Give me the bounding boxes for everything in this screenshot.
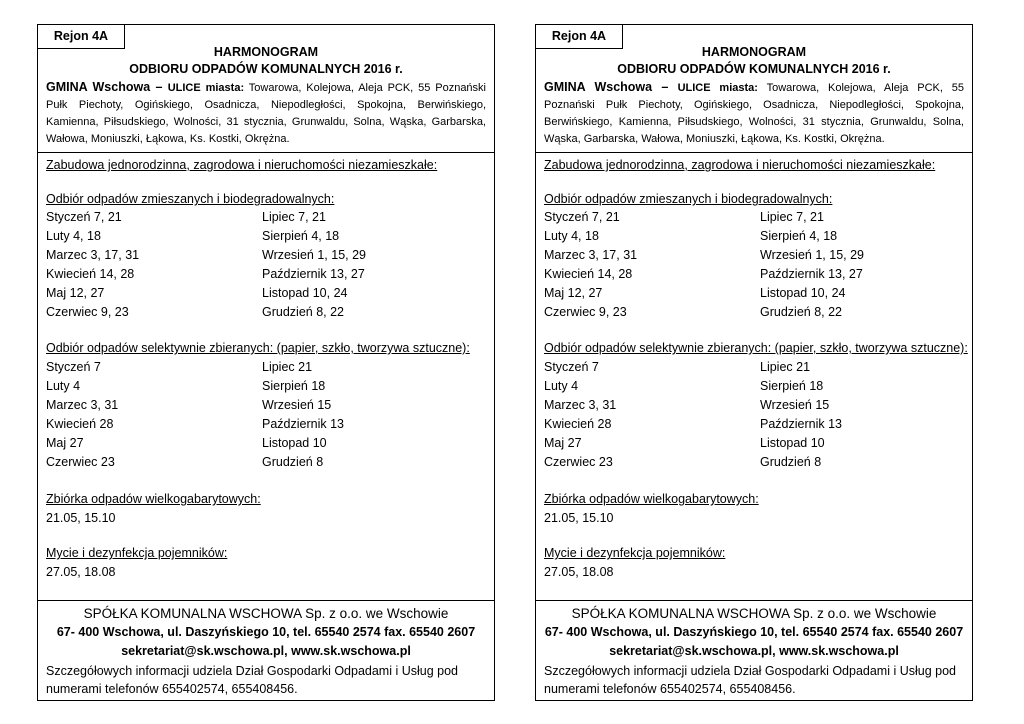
selective-waste-heading: Odbiór odpadów selektywnie zbieranych: (papier, szkło, tworzywa sztuczne): xyxy=(46,341,470,355)
bulky-waste-heading: Zbiórka odpadów wielkogabarytowych: xyxy=(46,492,261,506)
sel-right-4: Listopad 10 xyxy=(262,436,327,450)
company-email: sekretariat@sk.wschowa.pl, www.sk.wschowa.pl xyxy=(609,644,899,658)
mixed-left-5: Czerwiec 9, 23 xyxy=(46,305,129,319)
bulky-waste-dates: 21.05, 15.10 xyxy=(544,511,614,525)
mixed-left-1: Luty 4, 18 xyxy=(544,229,599,243)
sel-right-4: Listopad 10 xyxy=(760,436,825,450)
mixed-right-2: Wrzesień 1, 15, 29 xyxy=(760,248,864,262)
mixed-waste-heading: Odbiór odpadów zmieszanych i biodegradowalnych: xyxy=(544,192,833,206)
sel-left-5: Czerwiec 23 xyxy=(46,455,115,469)
selective-waste-heading: Odbiór odpadów selektywnie zbieranych: (papier, szkło, tworzywa sztuczne): xyxy=(544,341,968,355)
sel-right-0: Lipiec 21 xyxy=(262,360,313,374)
streets-label: ULICE miasta: xyxy=(167,82,245,94)
title-odbioru: ODBIORU ODPADÓW KOMUNALNYCH 2016 r. xyxy=(617,62,891,76)
sel-left-1: Luty 4 xyxy=(46,379,81,393)
card-footer xyxy=(38,600,494,700)
region-label: Rejon 4A xyxy=(37,24,125,49)
sel-right-5: Grudzień 8 xyxy=(760,455,822,469)
title-harmonogram: HARMONOGRAM xyxy=(213,45,319,59)
title-odbioru: ODBIORU ODPADÓW KOMUNALNYCH 2016 r. xyxy=(129,62,403,76)
card-footer xyxy=(536,600,972,700)
mixed-left-4: Maj 12, 27 xyxy=(46,286,105,300)
mixed-left-0: Styczeń 7, 21 xyxy=(46,210,122,224)
mixed-right-4: Listopad 10, 24 xyxy=(262,286,348,300)
sel-left-0: Styczeń 7 xyxy=(544,360,599,374)
mixed-left-3: Kwiecień 14, 28 xyxy=(46,267,135,281)
gmina-name: GMINA Wschowa – xyxy=(544,80,678,94)
sel-left-4: Maj 27 xyxy=(544,436,582,450)
sel-right-1: Sierpień 18 xyxy=(262,379,326,393)
sel-right-3: Październik 13 xyxy=(262,417,344,431)
sel-left-4: Maj 27 xyxy=(46,436,84,450)
mixed-waste-heading: Odbiór odpadów zmieszanych i biodegradowalnych: xyxy=(46,192,335,206)
bulky-waste-dates: 21.05, 15.10 xyxy=(46,511,116,525)
company-address: 67- 400 Wschowa, ul. Daszyńskiego 10, tel. 65540 2574 fax. 65540 2607 xyxy=(56,625,476,639)
mixed-right-5: Grudzień 8, 22 xyxy=(760,305,842,319)
mixed-right-1: Sierpień 4, 18 xyxy=(760,229,838,243)
mixed-left-4: Maj 12, 27 xyxy=(544,286,603,300)
company-name: SPÓŁKA KOMUNALNA WSCHOWA Sp. z o.o. we Wschowie xyxy=(83,606,449,621)
mixed-left-1: Luty 4, 18 xyxy=(46,229,101,243)
card-header xyxy=(536,25,972,153)
zabudowa-heading: Zabudowa jednorodzinna, zagrodowa i nieruchomości niezamieszkałe: xyxy=(46,158,438,172)
sel-left-0: Styczeń 7 xyxy=(46,360,101,374)
company-address: 67- 400 Wschowa, ul. Daszyńskiego 10, tel. 65540 2574 fax. 65540 2607 xyxy=(544,625,964,639)
company-name: SPÓŁKA KOMUNALNA WSCHOWA Sp. z o.o. we Wschowie xyxy=(571,606,937,621)
schedule-card-left xyxy=(37,24,495,701)
gmina-streets xyxy=(544,79,964,148)
mixed-right-2: Wrzesień 1, 15, 29 xyxy=(262,248,366,262)
mixed-right-0: Lipiec 7, 21 xyxy=(262,210,326,224)
info-text: Szczegółowych informacji udziela Dział Gospodarki Odpadami i Usług pod numerami telefonów 655402574, 655408456. xyxy=(46,664,458,696)
title-harmonogram: HARMONOGRAM xyxy=(701,45,807,59)
company-email: sekretariat@sk.wschowa.pl, www.sk.wschowa.pl xyxy=(121,644,411,658)
sel-left-3: Kwiecień 28 xyxy=(46,417,114,431)
mixed-left-2: Marzec 3, 17, 31 xyxy=(46,248,140,262)
gmina-streets xyxy=(46,79,486,148)
mixed-left-3: Kwiecień 14, 28 xyxy=(544,267,633,281)
zabudowa-heading: Zabudowa jednorodzinna, zagrodowa i nieruchomości niezamieszkałe: xyxy=(544,158,936,172)
sel-right-0: Lipiec 21 xyxy=(760,360,811,374)
sel-right-2: Wrzesień 15 xyxy=(760,398,830,412)
sel-left-2: Marzec 3, 31 xyxy=(544,398,617,412)
sel-right-3: Październik 13 xyxy=(760,417,842,431)
sel-right-1: Sierpień 18 xyxy=(760,379,824,393)
mixed-right-1: Sierpień 4, 18 xyxy=(262,229,340,243)
schedule-card-right xyxy=(535,24,973,701)
sel-left-2: Marzec 3, 31 xyxy=(46,398,119,412)
region-label: Rejon 4A xyxy=(535,24,623,49)
sel-left-5: Czerwiec 23 xyxy=(544,455,613,469)
sel-left-3: Kwiecień 28 xyxy=(544,417,612,431)
mixed-right-3: Październik 13, 27 xyxy=(262,267,365,281)
washing-dates: 27.05, 18.08 xyxy=(46,565,116,579)
info-text: Szczegółowych informacji udziela Dział Gospodarki Odpadami i Usług pod numerami telefonów 655402574, 655408456. xyxy=(544,664,956,696)
streets-label: ULICE miasta: xyxy=(677,82,758,94)
washing-heading: Mycie i dezynfekcja pojemników: xyxy=(46,546,228,560)
washing-dates: 27.05, 18.08 xyxy=(544,565,614,579)
streets-list: Towarowa, Kolejowa, Aleja PCK, 55 Poznański Pułk Piechoty, Ogińskiego, Osadnicza, Niepodległości, Spokojna, Berwińskiego, Kamienna, Piłsudskiego, Wolności, 31 stycznia, Grunwaldu, Solna, Wąska, Garbarska, Wałowa, Moniuszki, Łąkowa, Ks. Kostki, Okrężna. xyxy=(544,82,964,145)
sel-right-2: Wrzesień 15 xyxy=(262,398,332,412)
gmina-name: GMINA Wschowa – xyxy=(46,80,168,94)
card-header xyxy=(38,25,494,153)
washing-heading: Mycie i dezynfekcja pojemników: xyxy=(544,546,726,560)
bulky-waste-heading: Zbiórka odpadów wielkogabarytowych: xyxy=(544,492,759,506)
mixed-left-2: Marzec 3, 17, 31 xyxy=(544,248,638,262)
mixed-left-0: Styczeń 7, 21 xyxy=(544,210,620,224)
mixed-right-4: Listopad 10, 24 xyxy=(760,286,846,300)
mixed-right-3: Październik 13, 27 xyxy=(760,267,863,281)
mixed-right-0: Lipiec 7, 21 xyxy=(760,210,824,224)
mixed-left-5: Czerwiec 9, 23 xyxy=(544,305,627,319)
streets-list: Towarowa, Kolejowa, Aleja PCK, 55 Poznański Pułk Piechoty, Ogińskiego, Osadnicza, Niepodległości, Spokojna, Berwińskiego, Kamienna, Piłsudskiego, Wolności, 31 stycznia, Grunwaldu, Solna, Wąska, Garbarska, Wałowa, Moniuszki, Łąkowa, Ks. Kostki, Okrężna. xyxy=(46,82,486,145)
mixed-right-5: Grudzień 8, 22 xyxy=(262,305,344,319)
sel-left-1: Luty 4 xyxy=(544,379,579,393)
sel-right-5: Grudzień 8 xyxy=(262,455,324,469)
